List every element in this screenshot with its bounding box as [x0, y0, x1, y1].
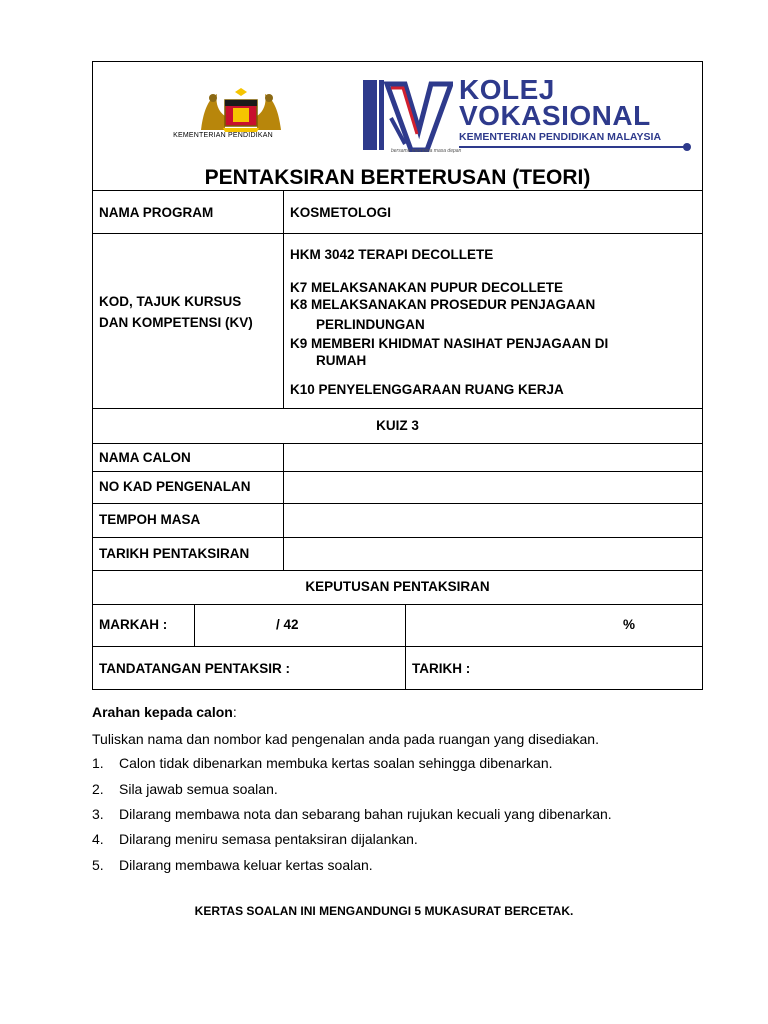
instruction-item: 5. Dilarang membawa keluar kertas soalan. — [92, 857, 373, 873]
kpm-logo — [153, 86, 303, 146]
course-label-line2: DAN KOMPETENSI (KV) — [99, 315, 253, 330]
page-title: PENTAKSIRAN BERTERUSAN (TEORI) — [204, 166, 591, 189]
kv-dot — [683, 143, 691, 151]
page-count-note: KERTAS SOALAN INI MENGANDUNGI 5 MUKASURAT BERCETAK. — [194, 904, 574, 918]
duration-label: TEMPOH MASA — [99, 512, 201, 527]
signature-field[interactable] — [93, 647, 405, 689]
marks-label: MARKAH : — [99, 617, 168, 632]
ic-number-label: NO KAD PENGENALAN — [99, 479, 251, 494]
program-row — [93, 190, 702, 233]
instruction-item: 2. Sila jawab semua soalan. — [92, 781, 278, 797]
kv-emblem-icon — [361, 78, 453, 152]
candidate-name-field[interactable] — [283, 444, 702, 471]
quiz-label: KUIZ 3 — [376, 418, 419, 433]
ic-number-row — [93, 471, 702, 503]
instruction-item: 1. Calon tidak dibenarkan membuka kertas soalan sehingga dibenarkan. — [92, 755, 553, 771]
duration-field[interactable] — [283, 504, 702, 537]
assessment-date-label: TARIKH PENTAKSIRAN — [99, 546, 250, 561]
instruction-item: 4. Dilarang meniru semasa pentaksiran dijalankan. — [92, 831, 418, 847]
marks-total: / 42 — [276, 617, 299, 632]
course-row — [93, 233, 702, 408]
kv-subtitle: KEMENTERIAN PENDIDIKAN MALAYSIA — [459, 131, 662, 143]
kv-word-kolej: KOLEJ — [459, 74, 555, 105]
course-label-line1: KOD, TAJUK KURSUS — [99, 294, 242, 309]
assessment-date-field[interactable] — [283, 538, 702, 570]
form-header — [93, 62, 702, 190]
candidate-name-label: NAMA CALON — [99, 450, 191, 465]
marks-row — [93, 604, 702, 646]
ic-number-field[interactable] — [283, 472, 702, 503]
instructions-intro: Tuliskan nama dan nombor kad pengenalan anda pada ruangan yang disediakan. — [92, 731, 599, 747]
competency-k10: K10 PENYELENGGARAAN RUANG KERJA — [290, 382, 564, 397]
kv-underline — [459, 146, 689, 148]
candidate-name-row — [93, 443, 702, 471]
competency-k8-line2: PERLINDUNGAN — [316, 317, 425, 332]
kv-word-vokasional: VOKASIONAL — [459, 100, 651, 131]
duration-row — [93, 503, 702, 537]
signature-label: TANDATANGAN PENTAKSIR : — [99, 661, 290, 676]
instruction-item: 3. Dilarang membawa nota dan sebarang bahan rujukan kecuali yang dibenarkan. — [92, 806, 612, 822]
program-value: KOSMETOLOGI — [290, 205, 392, 220]
competency-k8-line1: K8 MELAKSANAKAN PROSEDUR PENJAGAAN — [290, 297, 596, 312]
quiz-row — [93, 408, 702, 443]
competency-k9-line1: K9 MEMBERI KHIDMAT NASIHAT PENJAGAAN DI — [290, 336, 609, 351]
assessment-cover-form — [92, 61, 703, 690]
instructions-heading: Arahan kepada calon: — [92, 704, 237, 720]
competency-k7: K7 MELAKSANAKAN PUPUR DECOLLETE — [290, 280, 564, 295]
course-code: HKM 3042 TERAPI DECOLLETE — [290, 247, 494, 262]
signature-date-field[interactable] — [405, 647, 702, 689]
result-heading-row — [93, 570, 702, 604]
percent-sign: % — [623, 617, 636, 632]
kolej-vokasional-logo — [361, 74, 691, 158]
program-label: NAMA PROGRAM — [99, 205, 214, 220]
competency-k9-line2: RUMAH — [316, 353, 367, 368]
malaysia-crest-icon — [195, 86, 287, 134]
signature-date-label: TARIKH : — [412, 661, 471, 676]
marks-field[interactable] — [194, 605, 405, 646]
kv-tagline: bersama membina masa depan — [391, 148, 462, 154]
assessment-date-row — [93, 537, 702, 570]
signature-row — [93, 646, 702, 689]
result-heading: KEPUTUSAN PENTAKSIRAN — [305, 579, 490, 594]
percent-field[interactable] — [405, 605, 702, 646]
kpm-label: KEMENTERIAN PENDIDIKAN — [173, 132, 273, 139]
